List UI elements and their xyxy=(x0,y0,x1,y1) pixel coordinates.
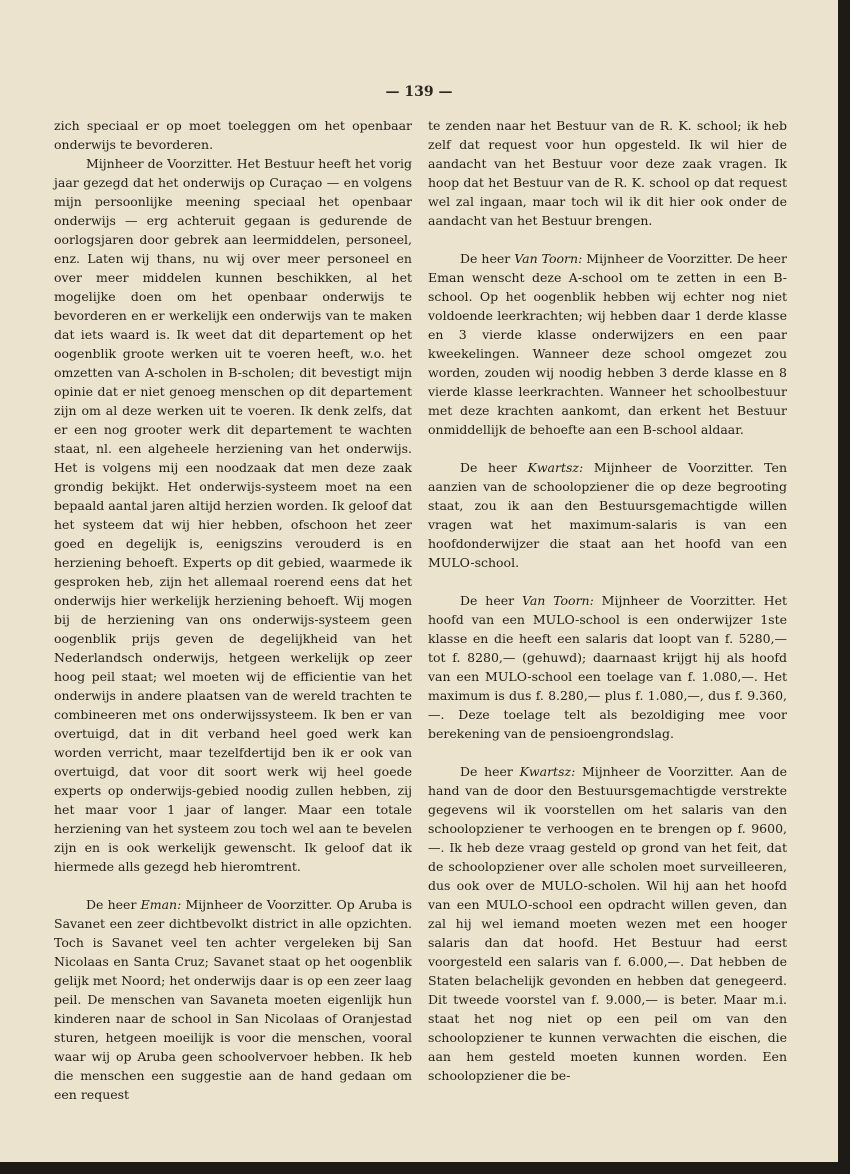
right-column xyxy=(428,116,787,1085)
speaker-prefix: De heer xyxy=(460,593,522,608)
scan-edge xyxy=(838,0,850,1174)
speaker-name: Eman: xyxy=(140,897,182,912)
speaker-prefix: De heer xyxy=(460,764,520,779)
speech-text: Mijnheer de Voorzitter. Op Aruba is Savanet een zeer dichtbevolkt district in alle opzichten. Toch is Savanet veel ten achter vergeleken bij San Nicolaas en Santa Cruz; Savanet staat op het oogenblik gelijk met Noord; het onderwijs daar is op een zeer laag peil. De menschen van Savaneta moeten eigenlijk hun kinderen naar de school in San Nicolaas of Oranjestad sturen, hetgeen moeilijk is voor die menschen, vooral waar wij op Aruba geen schoolvervoer hebben. Ik heb die menschen een suggestie aan de hand gedaan om een request xyxy=(54,897,413,1102)
speech-paragraph xyxy=(428,591,787,743)
speaker-prefix: De heer xyxy=(460,460,528,475)
speech-text: Mijnheer de Voorzitter. De heer Eman wenscht deze A-school om te zetten in een B-school. Op het oogenblik hebben wij echter nog niet voldoende leerkrachten; wij hebben daar 1 derde klasse en 3 vierde klasse onderwijzers en een paar kweekelingen. Wanneer deze school omgezet zou worden, zouden wij noodig hebben 3 derde klasse en 8 vierde klasse leerkrachten. Wanneer het schoolbestuur met deze krachten aankomt, dan erkent het Bestuur onmiddellijk de behoefte aan een B-school aldaar. xyxy=(428,251,788,437)
speaker-prefix: De heer xyxy=(86,897,141,912)
speech-text: Mijnheer de Voorzitter. Het hoofd van een MULO-school is een onderwijzer 1ste klasse en die heeft een salaris dat loopt van f. 5280,— tot f. 8280,— (gehuwd); daarnaast krijgt hij als hoofd van een MULO-school een toelage van f. 1.080,—. Het maximum is dus f. 8.280,— plus f. 1.080,—, dus f. 9.360,—. Deze toelage telt als bezoldiging mee voor berekening van de pensioengrondslag. xyxy=(428,593,787,741)
speaker-prefix: De heer xyxy=(460,251,515,266)
paragraph: zich speciaal er op moet toeleggen om het openbaar onderwijs te bevorderen. xyxy=(54,118,412,152)
speaker-name: Van Toorn: xyxy=(521,593,594,608)
speaker-name: Kwartsz: xyxy=(527,460,584,475)
speaker-name: Kwartsz: xyxy=(519,764,576,779)
speaker-name: Van Toorn: xyxy=(514,251,583,266)
speech-paragraph xyxy=(428,458,787,572)
speech-paragraph xyxy=(54,895,412,1104)
speech-paragraph xyxy=(428,249,787,439)
speech-text: Mijnheer de Voorzitter. Aan de hand van de door den Bestuursgemachtigde verstrekte gegevens wil ik voorstellen om het salaris van den schoolopziener te verhoogen en te brengen op f. 9600,—. Ik heb deze vraag gesteld op grond van het feit, dat de schoolopziener over alle scholen moet surveilleeren, dus ook over de MULO-scholen. Wil hij aan het hoofd van een MULO-school een opdracht willen geven, dan zal hij wel iemand moeten wezen met een hooger salaris dan dat hoofd. Het Bestuur had eerst voorgesteld een salaris van f. 6.000,—. Dat hebben de Staten belachelijk gevonden en hebben dat genegeerd. Dit tweede voorstel van f. 9.000,— is beter. Maar m.i. staat het nog niet op een peil om van den schoolopziener te kunnen verwachten die eischen, die aan hem gesteld moeten kunnen worden. Een schoolopziener die be- xyxy=(428,764,788,1083)
paragraph: te zenden naar het Bestuur van de R. K. school; ik heb zelf dat request voor hun opgesteld. Ik wil hier de aandacht van het Bestuur voor deze zaak vragen. Ik hoop dat het Bestuur van de R. K. school op dat request wel zal ingaan, maar toch wil ik dit hier ook onder de aandacht van het Bestuur brengen. xyxy=(428,118,787,228)
speech-text: Mijnheer de Voorzitter. Ten aanzien van de schoolopziener die op deze begrooting staat, zou ik aan den Bestuursgemachtigde willen vragen wat het maximum-salaris is van een hoofdonderwijzer die staat aan het hoofd van een MULO-school. xyxy=(428,460,787,570)
left-column xyxy=(54,116,412,1104)
paragraph: Mijnheer de Voorzitter. Het Bestuur heeft het vorig jaar gezegd dat het onderwijs op Curaçao — en volgens mijn persoonlijke meening speciaal het openbaar onderwijs — erg achteruit gegaan is gedurende de oorlogsjaren door gebrek aan leermiddelen, personeel, enz. Laten wij thans, nu wij over meer personeel en over meer middelen kunnen beschikken, al het mogelijke doen om het openbaar onderwijs te bevorderen en er werkelijk een onderwijs van te maken dat iets waard is. Ik weet dat dit departement op het oogenblik groote werken uit te voeren heeft, w.o. het omzetten van A-scholen in B-scholen; dit bevestigt mijn opinie dat er niet genoeg menschen op dit departement zijn om al deze werken uit te voeren. Ik denk zelfs, dat er een nog grooter werk dit departement te wachten staat, nl. een algeheele herziening van het onderwijs. Het is volgens mij een noodzaak dat men deze zaak grondig bekijkt. Het onderwijs-systeem moet na een bepaald aantal jaren altijd herzien worden. Ik geloof dat het systeem dat wij hier hebben, ofschoon het zeer goed en degelijk is, eenigszins verouderd is en herziening behoeft. Experts op dit gebied, waarmede ik gesproken heb, zijn het allemaal roerend eens dat het onderwijs hier werkelijk herziening behoeft. Wij mogen bij de herziening van ons onderwijs-systeem geen oogenblik prijs geven de degelijkheid van het Nederlandsch onderwijs, hetgeen werkelijk op zeer hoog peil staat; wel moeten wij de efficientie van het onderwijs in andere plaatsen van de wereld trachten te combineeren met ons onderwijssysteem. Ik ben er van overtuigd, dat in dit verband heel goed werk kan worden verricht, maar tezelfdertijd ben ik er ook van overtuigd, dat voor dit soort werk wij heel goede experts op onderwijs-gebied noodig zullen hebben, zij het maar voor 1 jaar of langer. Maar een totale herziening van het systeem zou toch wel aan te bevelen zijn en is ook werkelijk gewenscht. Ik geloof dat ik hiermede alls gezegd heb hieromtrent. xyxy=(54,156,412,874)
page-number: — 139 — xyxy=(385,84,453,100)
speech-paragraph xyxy=(428,762,787,1085)
